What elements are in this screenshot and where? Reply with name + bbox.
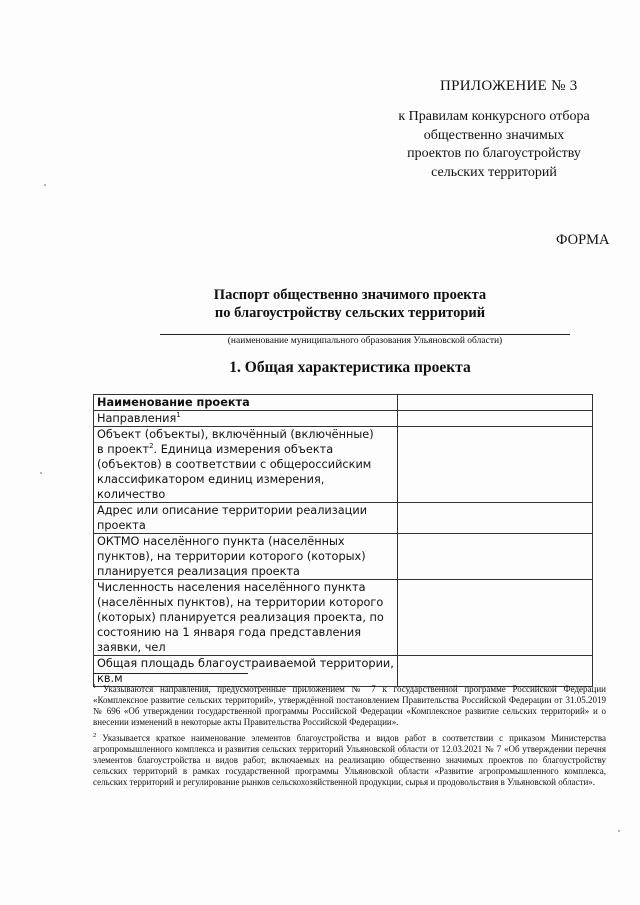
row-label-text: в проект (97, 443, 150, 456)
row-label-text: . Единица измерения объекта (объектов) в соответствии с общероссийским классификатором единиц измерения, количество (97, 443, 372, 501)
project-characteristics-table (93, 394, 593, 687)
scan-speck (618, 830, 620, 832)
row-label: Адрес или описание территории реализации проекта (94, 503, 398, 534)
table-row (94, 580, 593, 656)
scan-speck (40, 472, 42, 474)
footnote-text: Указывается краткое наименование элементов благоустройства и видов работ в соответствии с приказом Министерства агропромышленного комплекса и развития сельских территорий Ульяновской области от 12.03.2021 № 7 «Об утверждении перечня элементов благоустройства и видов работ, включаемых на реализацию общественно значимых проектов по благоустройству сельских территорий в рамках государственной программы Ульяновской области «Развитие агропромышленного комплекса, сельских территорий и регулирование рынков сельскохозяйственной продукции, сырья и продовольствия в Ульяновской области». (93, 733, 606, 787)
appendix-subtitle-line: сельских территорий (431, 164, 557, 180)
footnote-ref: 1 (176, 411, 181, 419)
table-row (94, 534, 593, 580)
section-heading: 1. Общая характеристика проекта (229, 359, 471, 376)
row-value-cell (398, 503, 593, 534)
row-label: ОКТМО населённого пункта (населённых пунктов), на территории которого (которых) планируется реализация проекта (94, 534, 398, 580)
row-label-text: Направления (97, 412, 177, 425)
appendix-title: ПРИЛОЖЕНИЕ № 3 (440, 78, 578, 94)
footnote-mark: 2 (93, 732, 97, 739)
row-value-cell (398, 580, 593, 656)
row-value-cell (398, 411, 593, 427)
row-label (94, 427, 398, 503)
passport-title-line-2: по благоустройству сельских территорий (214, 305, 486, 321)
appendix-subtitle-line: проектов по благоустройству (407, 146, 581, 161)
appendix-subtitle (380, 108, 608, 182)
footnotes (93, 681, 606, 790)
scan-speck (44, 184, 46, 186)
row-value-cell (398, 427, 593, 503)
row-label-text: Объект (объекты), включённый (включённые) (97, 428, 374, 441)
footnote-text: Указываются направления, предусмотренные приложением № 7 к государственной программе Российской Федерации «Комплексное развитие сельских территорий», утверждённой постановлением Правительства Российской Федерации от 31.05.2019 № 696 «Об утверждении государственной программы Российской Федерации «Комплексное развитие сельских территорий» и о внесении изменений в некоторые акты Правительства Российской Федерации». (93, 684, 606, 727)
footnote-mark: 1 (93, 683, 97, 690)
table-row (94, 503, 593, 534)
appendix-subtitle-line: общественно значимых (423, 127, 565, 143)
appendix-subtitle-line: к Правилам конкурсного отбора (398, 109, 590, 124)
footnote (93, 681, 606, 728)
table-row (94, 427, 593, 503)
municipality-name-caption: (наименование муниципального образования Ульяновской области) (227, 336, 503, 346)
form-label: ФОРМА (556, 232, 610, 248)
footnote-separator (93, 673, 248, 674)
passport-title-line-1: Паспорт общественно значимого проекта (213, 287, 487, 303)
row-value-cell (398, 534, 593, 580)
municipality-name-line (160, 334, 570, 335)
passport-title (150, 286, 550, 322)
row-label: Численность населения населённого пункта (населённых пунктов), на территории которого (которых) планируется реализация проекта, по состоянию на 1 января года представления заявки, чел (94, 580, 398, 656)
row-label: Наименование проекта (94, 395, 398, 411)
table-row (94, 411, 593, 427)
row-value-cell (398, 395, 593, 411)
table-row (94, 395, 593, 411)
footnote-ref: 2 (149, 442, 154, 450)
footnote (93, 730, 606, 788)
row-label (94, 411, 398, 427)
row-label: Общая площадь благоустраиваемой территории, кв.м (94, 656, 398, 687)
